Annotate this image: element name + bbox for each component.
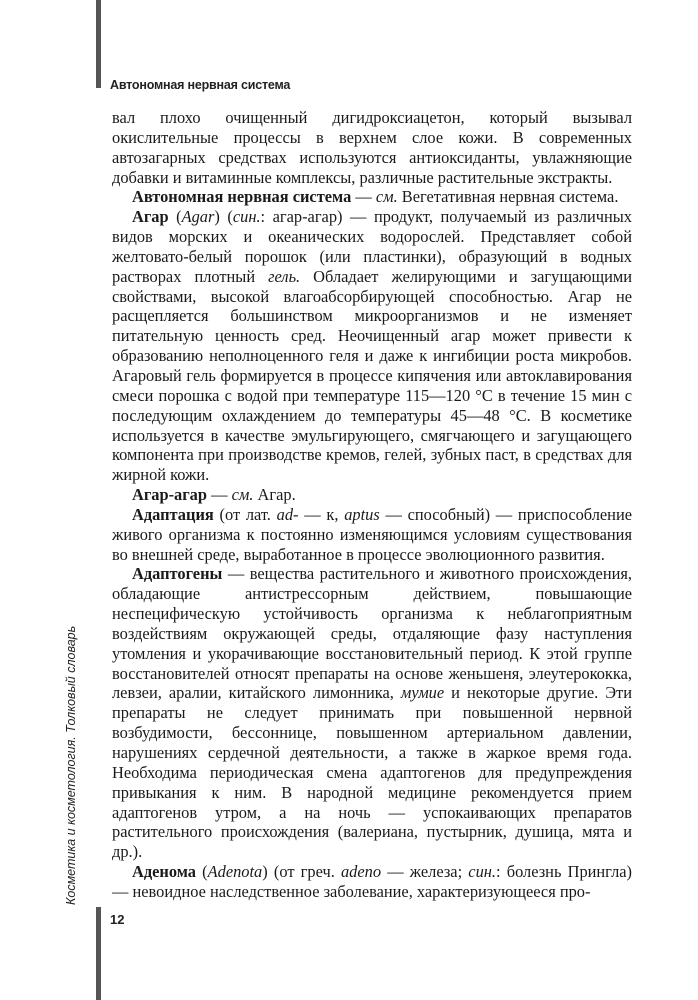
running-head: Автономная нервная система xyxy=(110,78,291,92)
entry-term: Автономная нервная система xyxy=(132,187,352,207)
entry-term: Агар-агар xyxy=(132,485,207,505)
text-span: вал плохо очищенный дигидроксиацетон, который вызывал окислительные процессы в верхнем слое кожи. В современных автозагарных средствах используются антиоксиданты, увлажняющие добавки и витаминные комплексы, различные растительные экстракты. xyxy=(112,108,632,187)
italic-span: ad- xyxy=(276,504,299,524)
dictionary-entry xyxy=(112,207,632,485)
dictionary-entry xyxy=(112,505,632,565)
text-span: — xyxy=(351,187,376,207)
italic-span: Adenota xyxy=(207,862,263,882)
text-span: — вещества растительного и животного происхождения, обладающие антистрессорным действием, повышающие неспецифическую устойчивость организма к неблагоприятным воздействиям окружающей среды, отдаляющие фазу наступления утомления и укорачивающие восстановительный период. К этой группе восстановителей относят препараты на основе женьшеня, элеутерококка, левзеи, аралии, китайского лимонника, xyxy=(112,564,632,703)
italic-span: см. xyxy=(375,187,398,207)
dictionary-entry xyxy=(112,862,632,902)
italic-span: син. xyxy=(468,862,496,882)
italic-span: Agar xyxy=(181,207,215,227)
text-span: — к, xyxy=(298,504,345,524)
text-span: : агар-агар) — продукт, получаемый из различных видов морских и океанических водорослей. Представляет собой желтовато-белый порошок (или пластинки), образующий в водных растворах плотный xyxy=(112,207,632,286)
italic-span: син. xyxy=(232,207,261,227)
text-span: Агар. xyxy=(253,485,296,505)
text-span: (от лат. xyxy=(213,504,277,524)
paragraph-continuation xyxy=(112,108,632,187)
text-span: — железа; xyxy=(381,862,469,882)
text-span: и некоторые другие. Эти препараты не следует принимать при повышенной нервной возбудимости, бессоннице, повышенном артериальном давлении, нарушениях сердечной деятельности, а также в жаркое время года. Необходима периодическая смена адаптогенов для предупреждения привыкания к ним. В народной медицине рекомендуется прием адаптогенов утром, а на ночь — успокаивающих препаратов растительного происхождения (валериана, пустырник, душица, мята и др.). xyxy=(112,683,632,862)
text-span: — способный) — приспособление живого организма к постоянно изменяющимся условиям существования во внешней среде, выработанное в процессе эволюционного развития. xyxy=(112,504,632,564)
text-span: Вегетативная нервная система. xyxy=(397,187,619,207)
entry-term: Адаптация xyxy=(132,504,214,524)
text-span: : болезнь Прингла) — невоидное наследственное заболевание, характеризующееся про- xyxy=(112,862,632,901)
text-span: ) (от греч. xyxy=(262,862,341,882)
text-span: ( xyxy=(168,207,182,227)
italic-span: adeno xyxy=(340,862,382,882)
book-title-vertical: Косметика и косметология. Толковый словарь xyxy=(64,625,78,905)
top-margin-bar xyxy=(96,0,101,88)
page-text xyxy=(112,108,632,902)
text-span: Обладает желирующими и загущающими свойствами, высокой влагоабсорбирующей способностью. Агар не расщепляется большинством микроорганизмов и не изменяет питательную ценность сред. Неочищенный агар может привести к образованию неполноценного геля и даже к ингибиции роста микробов. Агаровый гель формируется в процессе кипячения или автоклавирования смеси порошка с водой при температуре 115—120 °С в течение 15 мин с последующим охлаждением до температуры 45—48 °С. В косметике используется в качестве эмульгирующего, смягчающего и загущающего компонента при производстве кремов, гелей, зубных паст, в средствах для жирной кожи. xyxy=(112,266,632,485)
bottom-margin-bar xyxy=(96,907,101,1000)
page-number: 12 xyxy=(110,912,125,927)
text-span: — xyxy=(207,485,232,505)
dictionary-entry xyxy=(112,485,632,505)
dictionary-entry xyxy=(112,564,632,862)
italic-span: aptus xyxy=(344,504,380,524)
italic-span: гель. xyxy=(268,266,301,286)
italic-span: см. xyxy=(231,485,254,505)
text-span: ( xyxy=(195,862,208,882)
entry-term: Аденома xyxy=(132,862,196,882)
dictionary-entry xyxy=(112,187,632,207)
italic-span: мумие xyxy=(400,683,445,703)
entry-term: Агар xyxy=(132,207,169,227)
entry-term: Адаптогены xyxy=(132,564,223,584)
text-span: ) ( xyxy=(214,207,233,227)
